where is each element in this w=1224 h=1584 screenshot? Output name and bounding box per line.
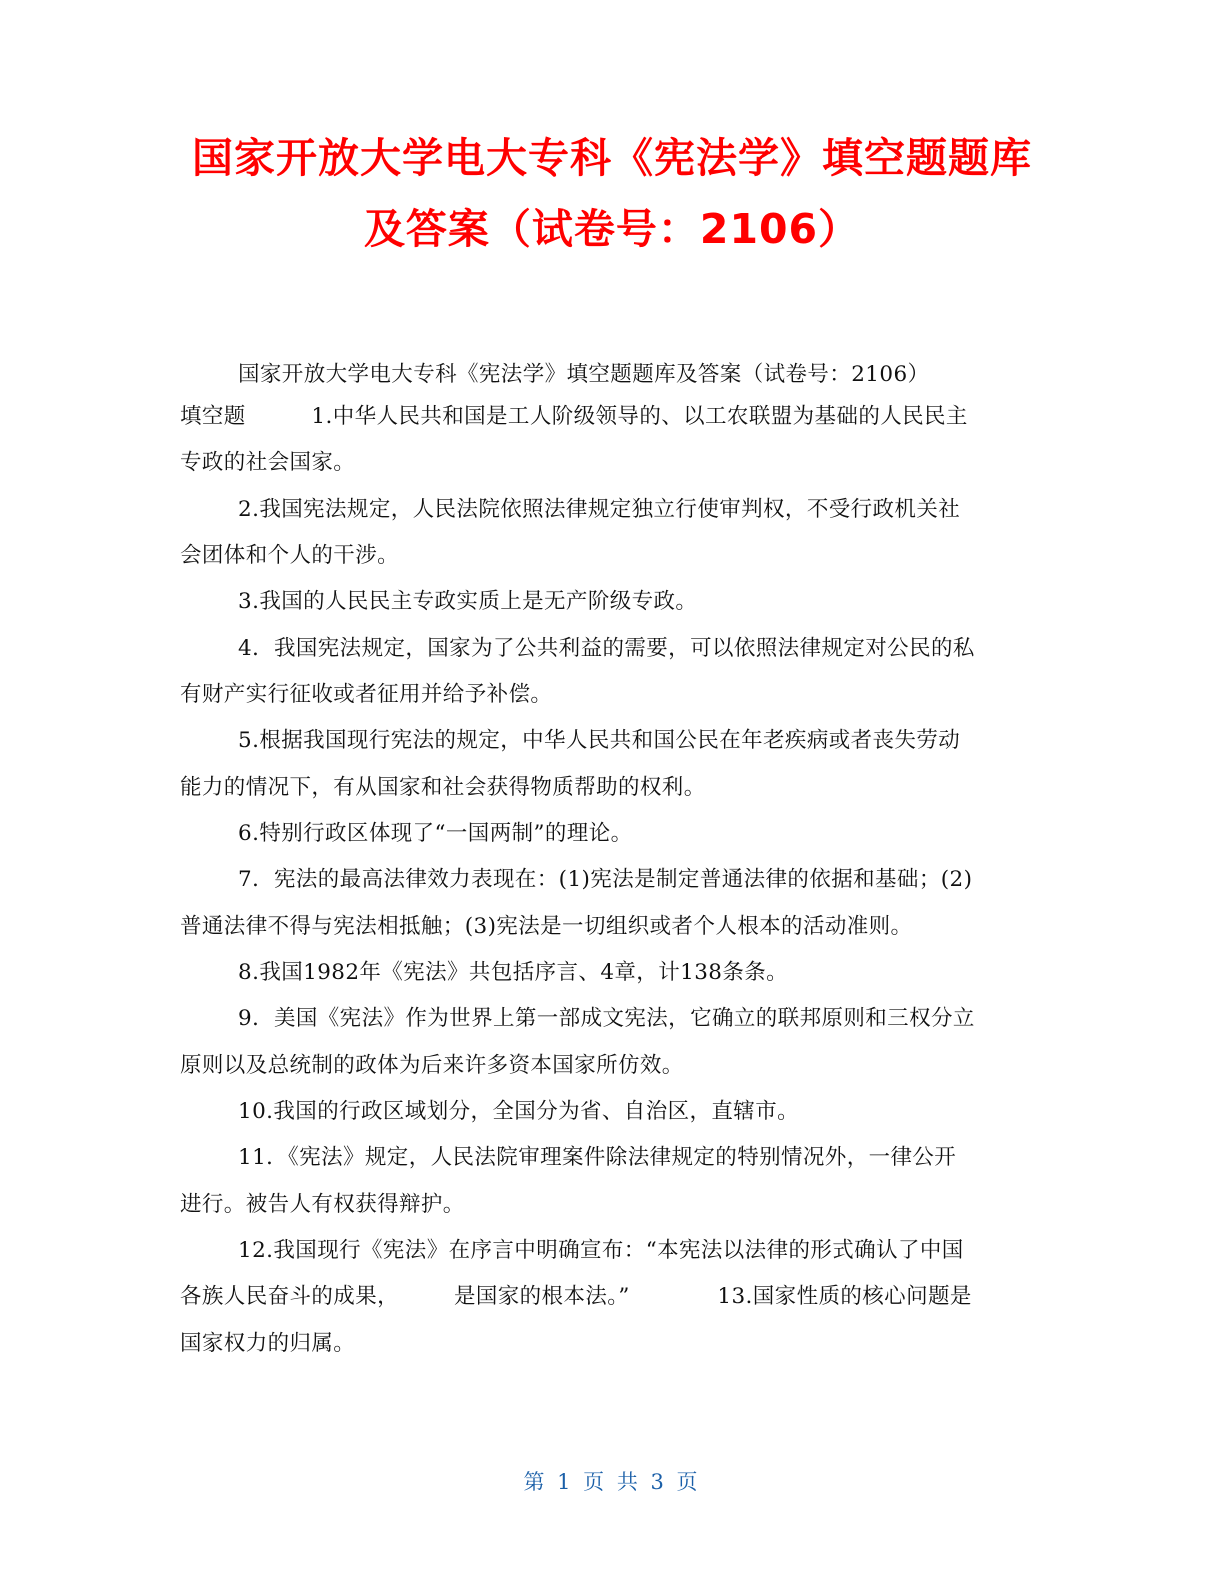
body-line-q9b: 原则以及总统制的政体为后来许多资本国家所仿效。 (180, 1053, 684, 1078)
body-line-intro: 国家开放大学电大专科《宪法学》填空题题库及答案（试卷号：2106） (238, 362, 930, 387)
body-line-q2a: 2.我国宪法规定，人民法院依照法律规定独立行使审判权，不受行政机关社 (238, 497, 961, 522)
document-title-line-1: 国家开放大学电大专科《宪法学》填空题题库 (192, 134, 1032, 182)
body-line-q5a: 5.根据我国现行宪法的规定，中华人民共和国公民在年老疾病或者丧失劳动 (238, 728, 961, 753)
body-line-q4a: 4．我国宪法规定，国家为了公共利益的需要，可以依照法律规定对公民的私 (238, 636, 975, 661)
body-line-q5b: 能力的情况下，有从国家和社会获得物质帮助的权利。 (180, 775, 706, 800)
body-line-q7a: 7．宪法的最高法律效力表现在：(1)宪法是制定普通法律的依据和基础；(2) (238, 867, 973, 892)
body-line-q1a: 填空题 1.中华人民共和国是工人阶级领导的、以工农联盟为基础的人民民主 (180, 404, 968, 429)
body-line-q2b: 会团体和个人的干涉。 (180, 543, 400, 568)
body-line-q8: 8.我国1982年《宪法》共包括序言、4章，计138条条。 (238, 960, 789, 985)
body-line-q12a: 12.我国现行《宪法》在序言中明确宣布：“本宪法以法律的形式确认了中国 (238, 1238, 964, 1263)
body-line-q3: 3.我国的人民民主专政实质上是无产阶级专政。 (238, 589, 698, 614)
body-line-q4b: 有财产实行征收或者征用并给予补偿。 (180, 682, 553, 707)
document-title-line-2: 及答案（试卷号：2106） (363, 205, 861, 253)
body-line-q6: 6.特别行政区体现了“一国两制”的理论。 (238, 821, 633, 846)
body-line-q1b: 专政的社会国家。 (180, 450, 356, 475)
body-line-q7b: 普通法律不得与宪法相抵触；(3)宪法是一切组织或者个人根本的活动准则。 (180, 914, 913, 939)
body-line-q10: 10.我国的行政区域划分，全国分为省、自治区，直辖市。 (238, 1099, 799, 1124)
page-number-footer: 第 1 页 共 3 页 (523, 1470, 701, 1494)
body-line-q12b: 各族人民奋斗的成果， 是国家的根本法。” 13.国家性质的核心问题是 (180, 1284, 972, 1309)
body-line-q11a: 11．《宪法》规定，人民法院审理案件除法律规定的特别情况外，一律公开 (238, 1145, 957, 1170)
body-line-q9a: 9．美国《宪法》作为世界上第一部成文宪法，它确立的联邦原则和三权分立 (238, 1006, 975, 1031)
body-line-q13: 国家权力的归属。 (180, 1331, 356, 1356)
body-line-q11b: 进行。被告人有权获得辩护。 (180, 1192, 465, 1217)
